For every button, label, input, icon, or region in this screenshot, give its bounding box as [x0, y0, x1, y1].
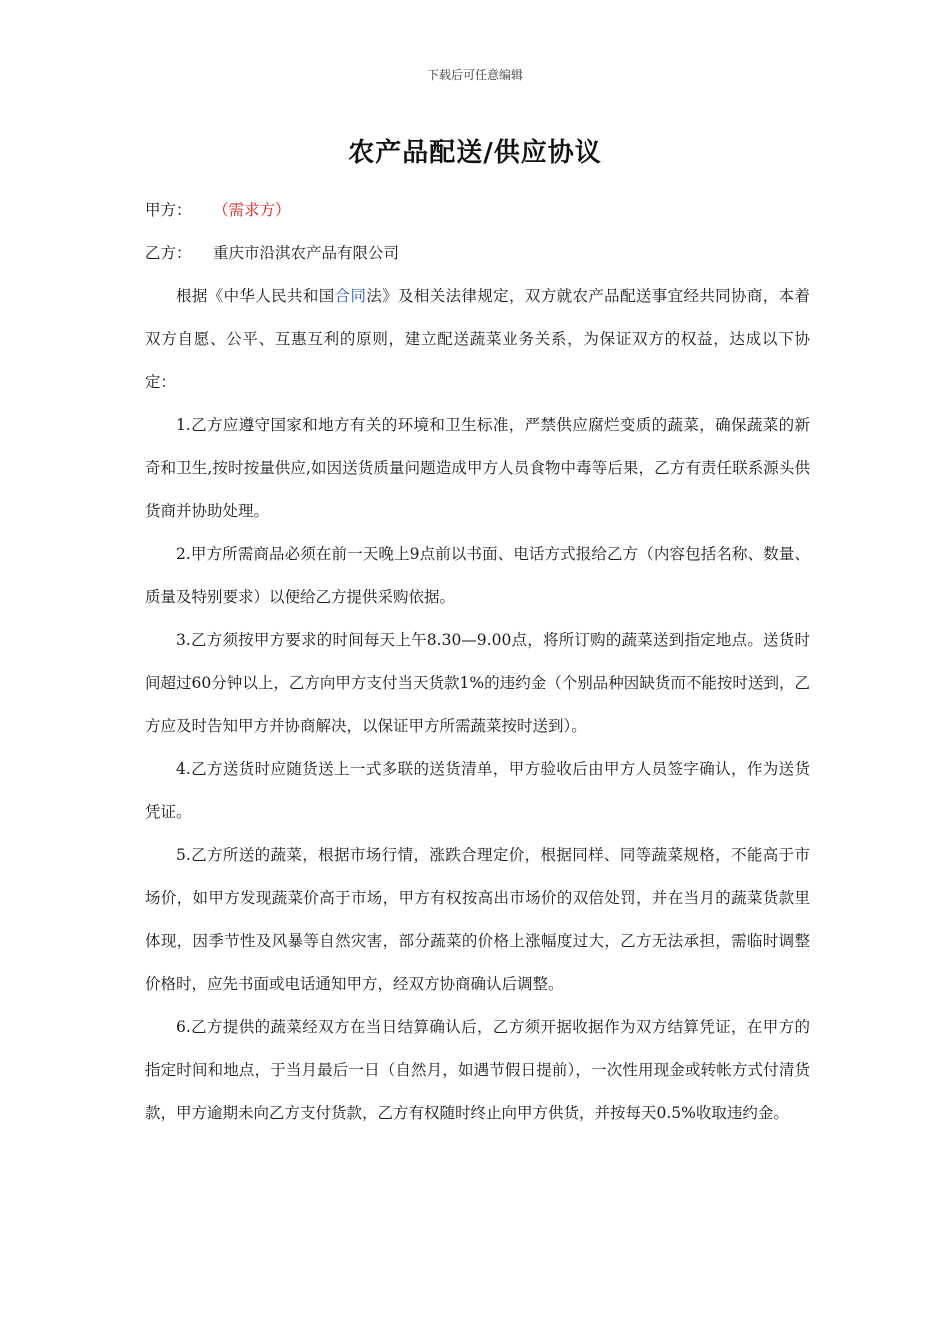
clause-4: 4.乙方送货时应随货送上一式多联的送货清单，甲方验收后由甲方人员签字确认，作为送货凭证。 [145, 760, 810, 821]
intro-text-before: 根据《中华人民共和国 [176, 287, 335, 305]
party-a-line [145, 189, 810, 232]
document-body [145, 189, 810, 1135]
party-a-value: （需求方） [213, 201, 291, 219]
party-b-label: 乙方： [145, 244, 192, 262]
intro-text-after: 法》及相关法律规定，双方就农产品配送事宜经共同协商，本着双方自愿、公平、互惠互利的原则，建立配送蔬菜业务关系，为保证双方的权益，达成以下协定： [145, 287, 810, 391]
party-b-value: 重庆市沿淇农产品有限公司 [213, 244, 400, 262]
clause-2: 2.甲方所需商品必须在前一天晚上9点前以书面、电话方式报给乙方（内容包括名称、数量、质量及特别要求）以便给乙方提供采购依据。 [145, 545, 810, 606]
header-note: 下载后可任意编辑 [426, 68, 523, 82]
intro-paragraph [145, 275, 810, 404]
party-b-line [145, 232, 810, 275]
clause-3: 3.乙方须按甲方要求的时间每天上午8.30—9.00点，将所订购的蔬菜送到指定地点。送货时间超过60分钟以上，乙方向甲方支付当天货款1%的违约金（个别品种因缺货而不能按时送到，乙方应及时告知甲方并协商解决，以保证甲方所需蔬菜按时送到）。 [145, 631, 810, 735]
clause-5: 5.乙方所送的蔬菜，根据市场行情，涨跌合理定价，根据同样、同等蔬菜规格，不能高于市场价，如甲方发现蔬菜价高于市场，甲方有权按高出市场价的双倍处罚，并在当月的蔬菜货款里体现，因季节性及风暴等自然灾害，部分蔬菜的价格上涨幅度过大，乙方无法承担，需临时调整价格时，应先书面或电话通知甲方，经双方协商确认后调整。 [145, 846, 810, 993]
clause-1: 1.乙方应遵守国家和地方有关的环境和卫生标准，严禁供应腐烂变质的蔬菜，确保蔬菜的新奇和卫生,按时按量供应,如因送货质量问题造成甲方人员食物中毒等后果，乙方有责任联系源头供货商并协助处理。 [145, 416, 810, 520]
party-a-label: 甲方： [145, 201, 192, 219]
contract-highlight-word: 合同 [334, 287, 367, 305]
document-title: 农产品配送/供应协议 [348, 138, 602, 168]
clause-6: 6.乙方提供的蔬菜经双方在当日结算确认后，乙方须开据收据作为双方结算凭证，在甲方的指定时间和地点，于当月最后一日（自然月，如遇节假日提前），一次性用现金或转帐方式付清货款，甲方逾期未向乙方支付货款，乙方有权随时终止向甲方供货，并按每天0.5%收取违约金。 [145, 1018, 810, 1122]
